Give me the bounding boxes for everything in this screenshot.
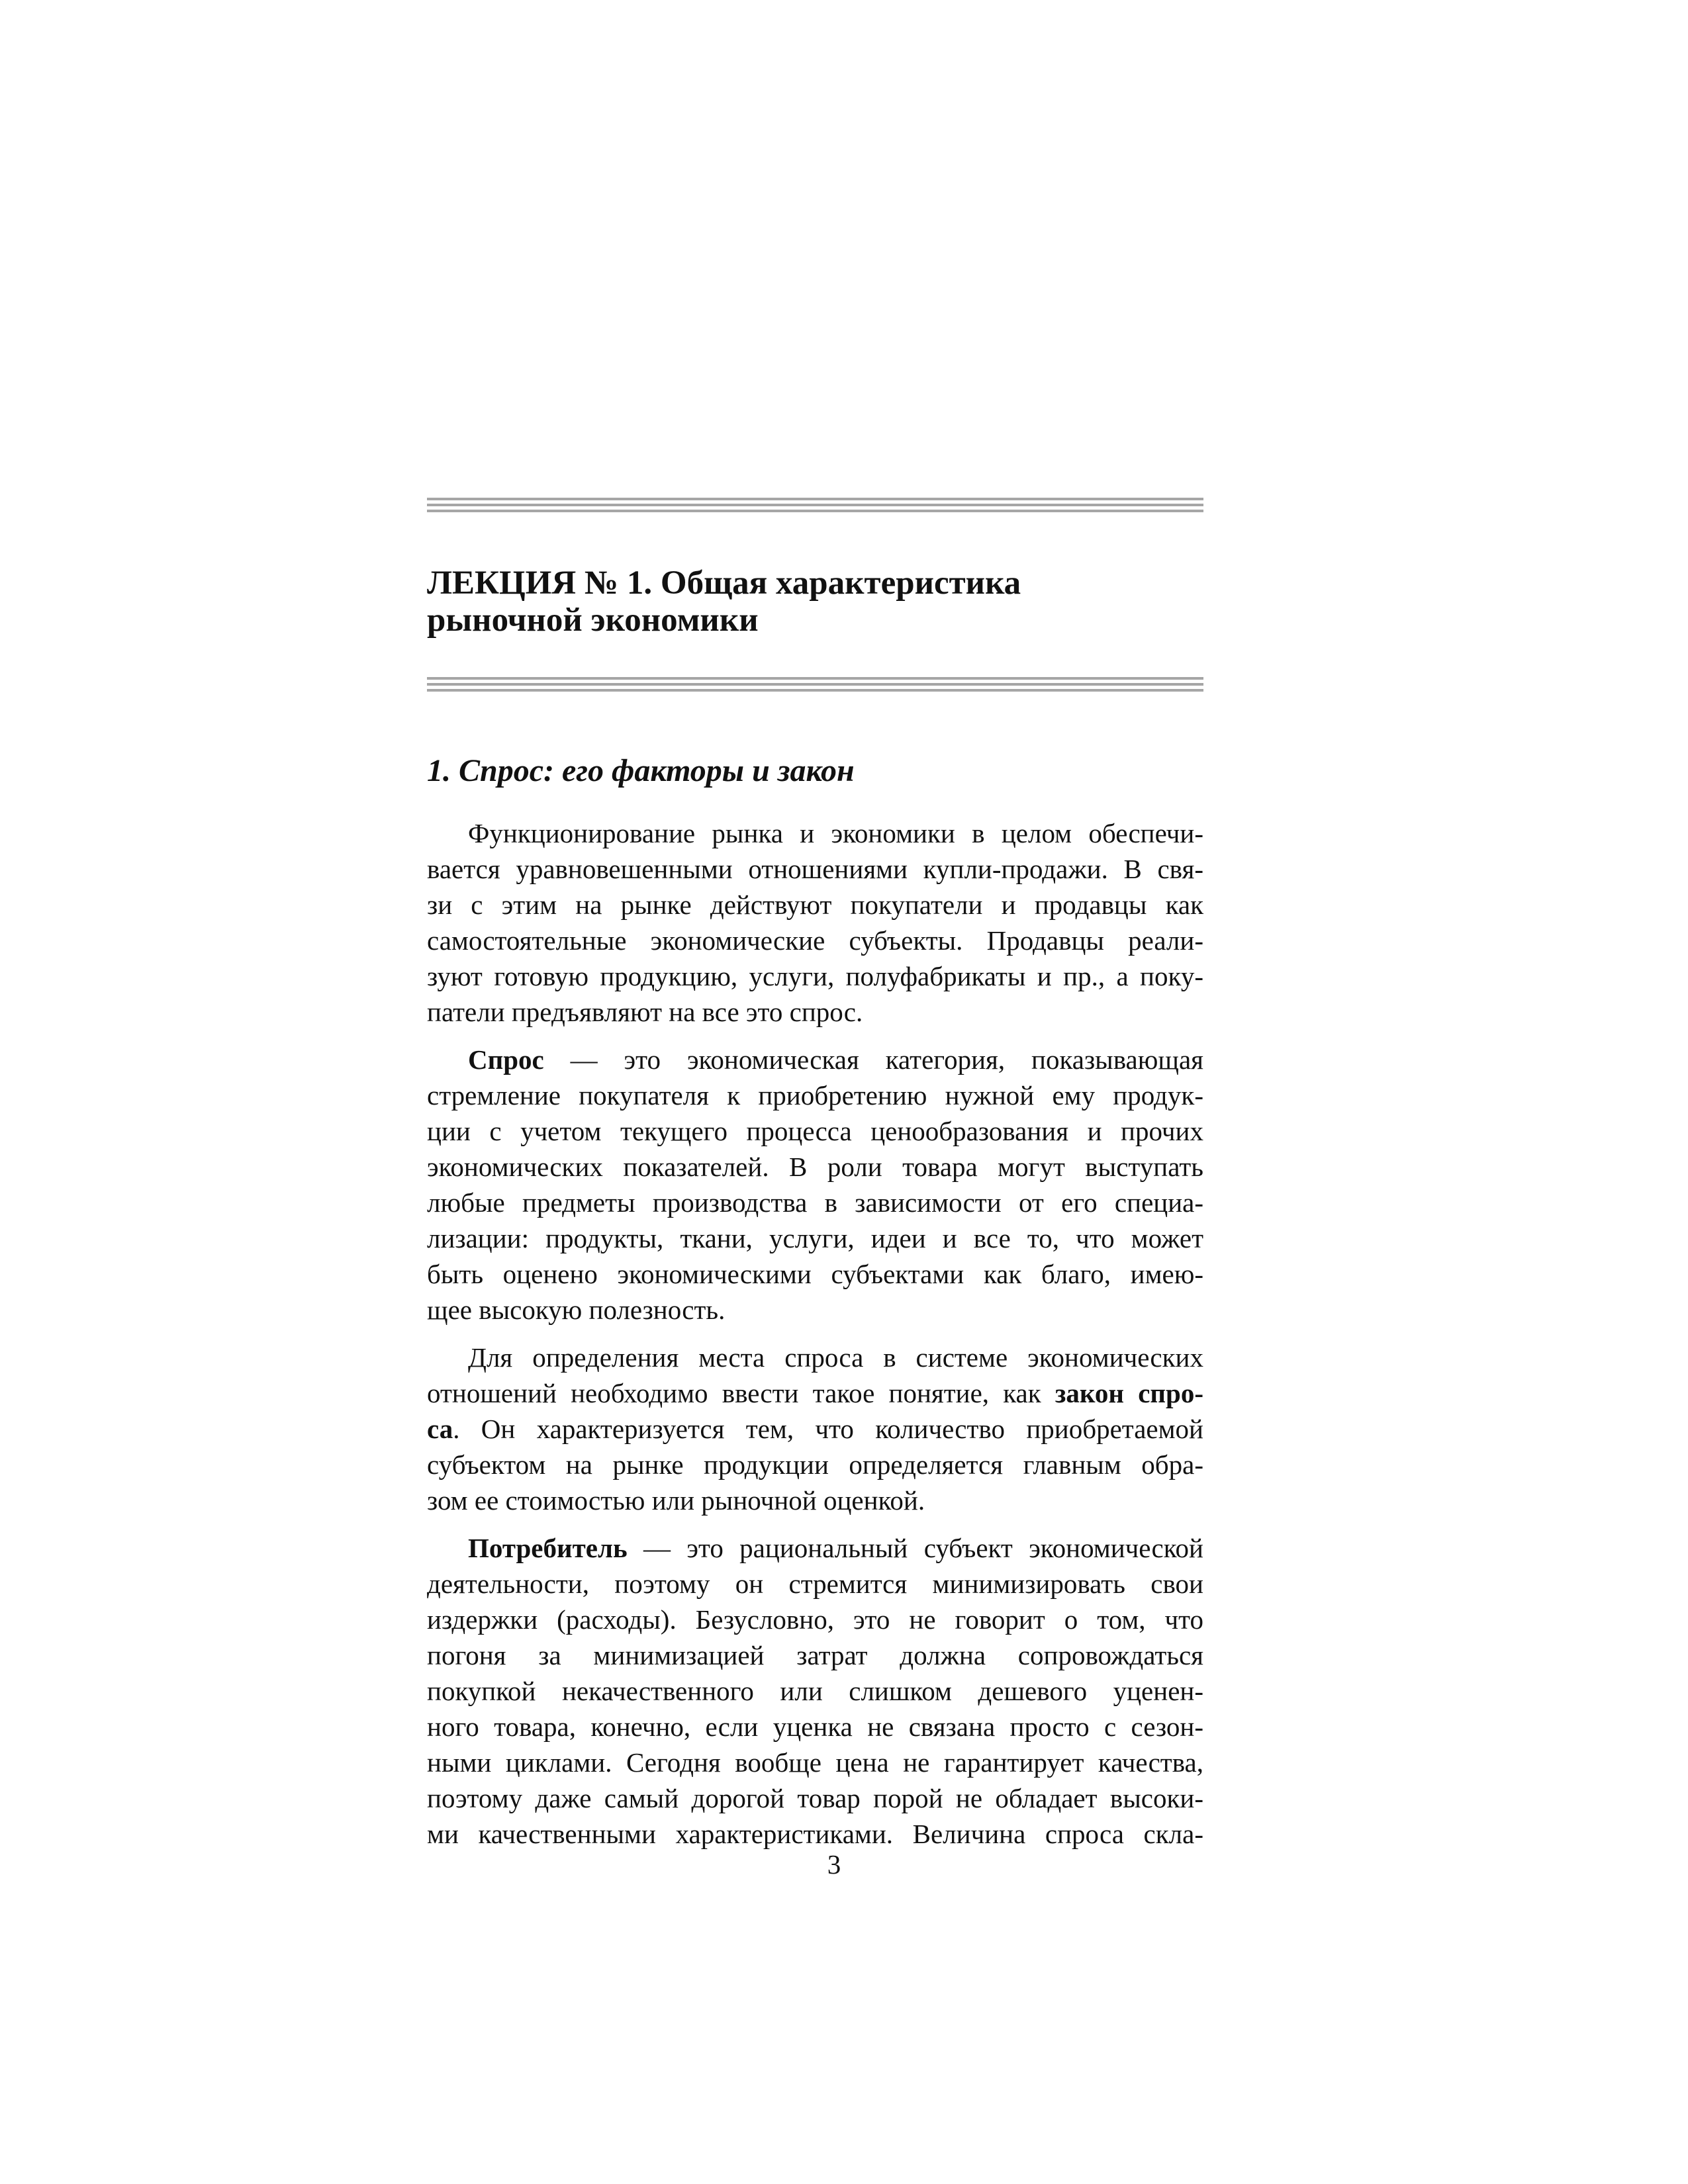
text-fragment: отношений необходимо ввести такое понятие, как	[427, 1378, 1055, 1408]
text-line: зи с этим на рынке действуют покупатели и продавцы как	[427, 889, 1203, 920]
text-line	[427, 1042, 1203, 1077]
text-line: стремление покупателя к приобретению нужной ему продук-	[427, 1080, 1203, 1111]
text-line: зом ее стоимостью или рыночной оценкой.	[427, 1485, 925, 1516]
text-line	[427, 1375, 1203, 1411]
text-line: щее высокую полезность.	[427, 1295, 726, 1325]
text-line: покупкой некачественного или слишком дешевого уценен-	[427, 1676, 1203, 1706]
text-line: лизации: продукты, ткани, услуги, идеи и все то, что может	[427, 1223, 1203, 1253]
text-line: ции с учетом текущего процесса ценообразования и прочих	[427, 1116, 1203, 1146]
text-fragment: — это рациональный субъект экономической	[627, 1533, 1203, 1563]
text-line: деятельности, поэтому он стремится минимизировать свои	[427, 1569, 1203, 1599]
paragraph-4	[427, 1530, 1203, 1852]
page-number: 3	[827, 1849, 841, 1880]
text-line: экономических показателей. В роли товара могут выступать	[427, 1152, 1203, 1182]
text-line: ного товара, конечно, если уценка не связана просто с сезон-	[427, 1711, 1203, 1742]
term-law-of-demand: закон спро-	[1055, 1378, 1203, 1408]
body-text	[427, 815, 1203, 1864]
text-line	[427, 1530, 1203, 1566]
text-fragment: . Он характеризуется тем, что количество приобретаемой	[453, 1414, 1203, 1444]
header-rule-bottom	[427, 677, 1203, 695]
text-line: Для определения места спроса в системе экономических	[468, 1342, 1203, 1373]
term-consumer: Потребитель	[468, 1533, 628, 1563]
rule-line	[427, 510, 1203, 512]
text-line: патели предъявляют на все это спрос.	[427, 997, 863, 1027]
rule-line	[427, 677, 1203, 680]
lecture-title-line-1: ЛЕКЦИЯ № 1. Общая характеристика	[427, 565, 1021, 602]
rule-line	[427, 683, 1203, 686]
lecture-title	[427, 565, 1208, 639]
text-line: поэтому даже самый дорогой товар порой не обладает высоки-	[427, 1783, 1203, 1813]
paragraph-2	[427, 1042, 1203, 1328]
text-line: ными циклами. Сегодня вообще цена не гарантирует качества,	[427, 1747, 1203, 1778]
text-fragment: — это экономическая категория, показывающая	[543, 1044, 1203, 1075]
text-line	[427, 1411, 1203, 1447]
text-line: ми качественными характеристиками. Величина спроса скла-	[427, 1819, 1203, 1849]
text-line: вается уравновешенными отношениями купли-продажи. В свя-	[427, 854, 1203, 884]
rule-line	[427, 504, 1203, 506]
text-line: Функционирование рынка и экономики в целом обеспечи-	[468, 818, 1203, 848]
text-line: самостоятельные экономические субъекты. Продавцы реали-	[427, 925, 1203, 956]
text-line: любые предметы производства в зависимости от его специа-	[427, 1187, 1203, 1218]
lecture-title-line-2: рыночной экономики	[427, 602, 759, 639]
header-rule-top	[427, 498, 1203, 516]
rule-line	[427, 498, 1203, 500]
text-line: зуют готовую продукцию, услуги, полуфабрикаты и пр., а поку-	[427, 961, 1203, 991]
text-line: погоня за минимизацией затрат должна сопровождаться	[427, 1640, 1203, 1670]
paragraph-3	[427, 1340, 1203, 1518]
text-line: быть оценено экономическими субъектами как благо, имею-	[427, 1259, 1203, 1289]
text-line: субъектом на рынке продукции определяется главным обра-	[427, 1449, 1203, 1480]
rule-line	[427, 689, 1203, 692]
text-line: издержки (расходы). Безусловно, это не говорит о том, что	[427, 1604, 1203, 1635]
term-law-of-demand-end: са	[427, 1414, 453, 1444]
paragraph-1	[427, 815, 1203, 1030]
term-demand: Спрос	[468, 1044, 544, 1075]
section-title: 1. Спрос: его факторы и закон	[427, 753, 855, 788]
